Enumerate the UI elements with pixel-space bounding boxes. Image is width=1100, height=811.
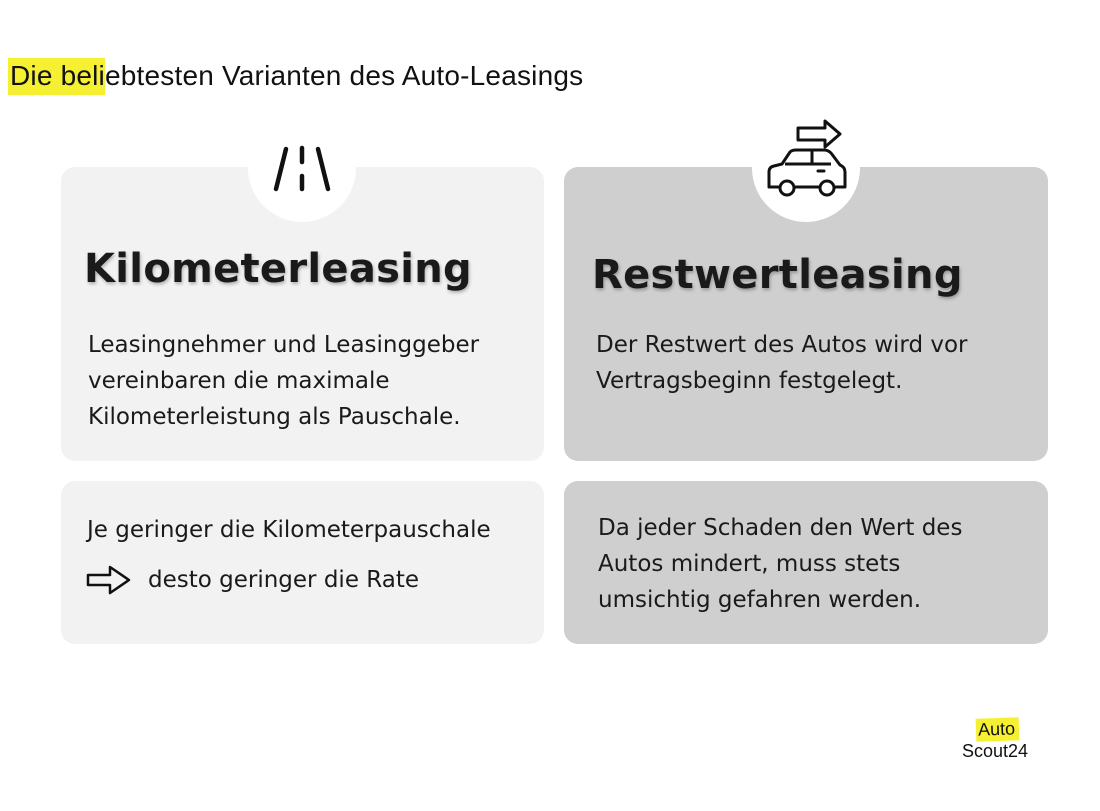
title-highlight: Die beli [8,58,105,95]
car-arrow-icon [752,114,860,222]
kilometerleasing-note-line1: Je geringer die Kilometerpauschale [87,517,491,543]
road-icon [248,114,356,222]
restwertleasing-note: Da jeder Schaden den Wert des Autos mindert, muss stets umsichtig gefahren werden. [598,515,963,613]
title-rest: ebtesten Varianten des Auto-Leasings [104,60,584,91]
kilometerleasing-heading: Kilometerleasing [84,246,472,292]
logo-scout24: Scout24 [962,741,1029,761]
kilometerleasing-note-line2-row [86,562,419,598]
autoscout24-logo [962,718,1042,762]
page-title [8,60,583,92]
kilometerleasing-description: Leasingnehmer und Leasinggeber vereinbaren die maximale Kilometerleistung als Pauschale. [88,332,480,430]
arrow-right-icon [86,565,132,595]
kilometerleasing-note-line2: desto geringer die Rate [148,567,420,593]
road-icon-circle [248,114,356,222]
restwertleasing-description: Der Restwert des Autos wird vor Vertragsbeginn festgelegt. [596,332,968,394]
car-icon-circle [752,114,860,222]
restwertleasing-heading: Restwertleasing [592,252,963,298]
logo-auto: Auto [976,717,1020,741]
